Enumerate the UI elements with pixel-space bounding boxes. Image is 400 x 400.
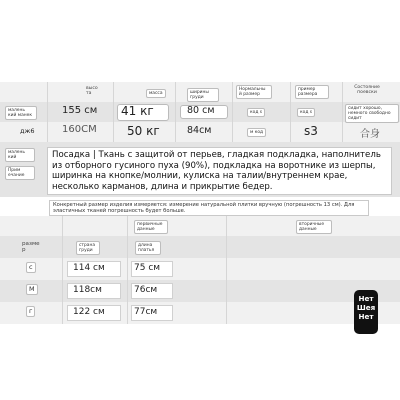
stamp-line: Шея	[356, 303, 376, 312]
subheader-size: разме р	[22, 241, 40, 254]
product-description: Посадка | Ткань с защитой от перьев, гладкая подкладка, наполнитель из отборного гусиного пуха (90%), подкладка на воротнике из шерпы, ширинка на кнопке/молнии, кулиска на талии/внутреннем крае, несколько карманов, длина и прикрытие бедер.	[47, 147, 392, 195]
size-label: М	[26, 284, 38, 295]
bottom-row-band-2	[0, 280, 400, 302]
stamp-line: Нет	[358, 294, 374, 303]
column-divider	[290, 82, 291, 142]
cell-example-size: s3	[304, 124, 318, 138]
cell-normal-size: м код	[247, 128, 266, 137]
column-divider	[113, 82, 114, 142]
column-divider	[342, 82, 343, 142]
cell-weight: 50 кг	[127, 124, 160, 138]
stamp-line: Нет	[358, 312, 374, 321]
bottom-row-band-1	[0, 258, 400, 280]
side-label-note: Прим ечание	[5, 166, 35, 180]
row-length: 77см	[134, 307, 158, 317]
header-normal-size: Нормальны й размер	[236, 85, 272, 99]
row-length: 76см	[134, 285, 158, 295]
cell-normal-size: код s	[247, 108, 265, 117]
size-label: с	[26, 262, 36, 273]
row-bust: 118см	[73, 285, 102, 295]
bottom-subheader-band	[0, 236, 400, 258]
column-divider	[232, 82, 233, 142]
cell-bust: 80 см	[187, 105, 215, 116]
row-length: 75 см	[134, 263, 161, 273]
header-bust: ширины груди	[187, 88, 219, 102]
row-label: малень кий манек	[5, 106, 37, 120]
cell-height: 160CM	[62, 124, 97, 135]
cell-weight: 41 кг	[121, 104, 154, 118]
header-fit-state: Состояние поевски	[354, 85, 380, 96]
subheader-bust: страна груди	[76, 241, 100, 255]
cell-height: 155 см	[62, 105, 98, 116]
bottom-row-band-3	[0, 302, 400, 324]
cell-bust: 84см	[187, 125, 212, 136]
column-divider	[62, 216, 63, 324]
cell-fit-state: сидит хорошо, немного свободно сидит	[345, 104, 399, 123]
size-label: г	[26, 306, 35, 317]
cell-fit-state: 合身	[360, 129, 380, 140]
header-secondary-data: вторичные данные	[296, 220, 332, 234]
header-primary-data: первичные данные	[134, 220, 168, 234]
stamp-seal	[354, 290, 378, 334]
subheader-length: длина платья	[135, 241, 161, 255]
row-bust: 122 см	[73, 307, 105, 317]
bottom-header-band	[0, 216, 400, 236]
header-example-size: пример размера	[295, 85, 329, 99]
column-divider	[127, 216, 128, 324]
row-label: дж6	[20, 127, 35, 135]
measurement-note: Конкретный размер изделия измеряется: измерение натуральной плитки вручную (погрешность 13 см). Для эластичных тканей погрешность будет больше.	[49, 200, 369, 216]
column-divider	[226, 216, 227, 324]
column-divider	[175, 82, 176, 142]
cell-example-size: код s	[297, 108, 315, 117]
side-label: малень кий	[5, 148, 35, 162]
column-divider	[47, 82, 48, 142]
header-weight: масса	[146, 89, 166, 98]
header-height: высо та	[86, 86, 98, 97]
row-bust: 114 см	[73, 263, 105, 273]
